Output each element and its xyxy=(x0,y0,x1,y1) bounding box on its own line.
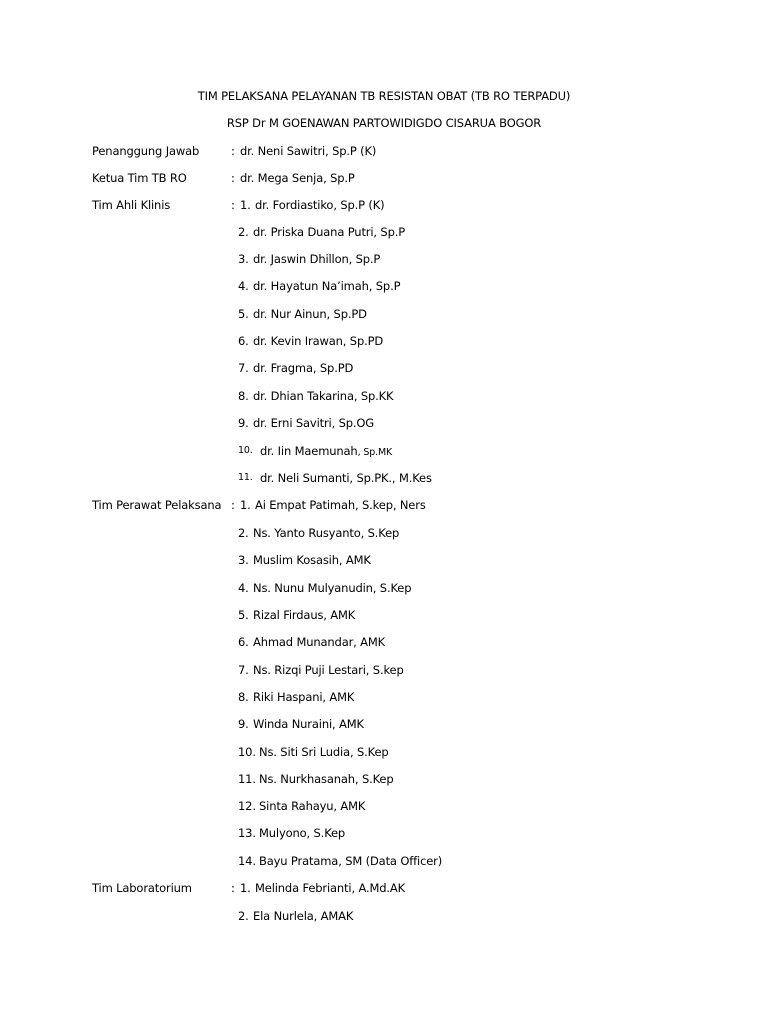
list-item xyxy=(0,689,768,705)
member-number: 2. xyxy=(238,225,249,239)
document-title: TIM PELAKSANA PELAYANAN TB RESISTAN OBAT (TB RO TERPADU) xyxy=(197,89,571,103)
member-name: Ns. Nurkhasanah, S.Kep xyxy=(259,772,394,786)
member-number: 1. xyxy=(240,198,251,212)
member-name: dr. Hayatun Na’imah, Sp.P xyxy=(253,279,401,293)
list-item xyxy=(0,634,768,650)
list-item xyxy=(0,415,768,431)
member-name: Winda Nuraini, AMK xyxy=(253,717,364,731)
member-name: dr. Neli Sumanti, Sp.PK., M.Kes xyxy=(260,471,432,485)
member-number: 4. xyxy=(238,279,249,293)
member-name: dr. Fordiastiko, Sp.P (K) xyxy=(255,198,385,212)
member-number: 7. xyxy=(238,361,249,375)
ketua-tim-value: dr. Mega Senja, Sp.P xyxy=(240,171,355,185)
member-name: Ns. Nunu Mulyanudin, S.Kep xyxy=(253,581,412,595)
member-number: 11. xyxy=(238,772,256,786)
member-number: 8. xyxy=(238,389,249,403)
list-item xyxy=(0,744,768,760)
member-number: 2. xyxy=(238,909,249,923)
list-item xyxy=(0,278,768,294)
tim-laboratorium-label: Tim Laboratorium xyxy=(92,881,192,895)
list-item xyxy=(0,388,768,404)
member-number: 6. xyxy=(238,635,249,649)
list-item xyxy=(0,716,768,732)
member-name: Mulyono, S.Kep xyxy=(259,826,346,840)
list-item xyxy=(0,853,768,869)
list-item xyxy=(0,825,768,841)
member-number: 1. xyxy=(240,498,251,512)
member-name: Sinta Rahayu, AMK xyxy=(259,799,366,813)
member-name: Bayu Pratama, SM (Data Officer) xyxy=(259,854,443,868)
member-name: Rizal Firdaus, AMK xyxy=(253,608,356,622)
member-name: dr. Dhian Takarina, Sp.KK xyxy=(253,389,394,403)
member-name: Ns. Yanto Rusyanto, S.Kep xyxy=(253,526,400,540)
member-number: 10. xyxy=(238,745,256,759)
member-name: Ai Empat Patimah, S.kep, Ners xyxy=(255,498,426,512)
member-number: 12. xyxy=(238,799,256,813)
member-number: 8. xyxy=(238,690,249,704)
member-number: 7. xyxy=(238,663,249,677)
member-name: dr. Priska Duana Putri, Sp.P xyxy=(253,225,406,239)
list-item xyxy=(0,360,768,376)
list-item xyxy=(0,251,768,267)
member-name: Riki Haspani, AMK xyxy=(253,690,355,704)
tim-perawat-label: Tim Perawat Pelaksana xyxy=(92,498,222,512)
list-item xyxy=(0,798,768,814)
member-number: 14. xyxy=(238,854,256,868)
tim-laboratorium-row xyxy=(0,880,768,896)
colon: : xyxy=(231,171,235,185)
list-item xyxy=(0,607,768,623)
member-name: Melinda Febrianti, A.Md.AK xyxy=(255,881,406,895)
tim-ahli-klinis-label: Tim Ahli Klinis xyxy=(92,198,171,212)
member-number: 11. xyxy=(238,472,253,483)
member-name: Ela Nurlela, AMAK xyxy=(253,909,354,923)
member-number: 9. xyxy=(238,717,249,731)
penanggung-jawab-row xyxy=(0,143,768,159)
colon: : xyxy=(231,144,235,158)
list-item xyxy=(0,908,768,924)
member-name-wrapper xyxy=(260,443,392,461)
member-number: 4. xyxy=(238,581,249,595)
colon: : xyxy=(231,881,235,895)
member-name: Ns. Rizqi Puji Lestari, S.kep xyxy=(253,663,404,677)
member-number: 3. xyxy=(238,252,249,266)
penanggung-jawab-label: Penanggung Jawab xyxy=(92,144,200,158)
tim-ahli-klinis-row xyxy=(0,197,768,213)
list-item xyxy=(0,771,768,787)
list-item xyxy=(0,333,768,349)
member-name-suffix: , Sp.MK xyxy=(357,447,393,458)
list-item xyxy=(0,306,768,322)
member-name: dr. Kevin Irawan, Sp.PD xyxy=(253,334,384,348)
member-name: dr. Nur Ainun, Sp.PD xyxy=(253,307,367,321)
member-name: dr. Erni Savitri, Sp.OG xyxy=(253,416,375,430)
member-number: 10. xyxy=(238,445,253,456)
ketua-tim-row xyxy=(0,170,768,186)
tim-perawat-row xyxy=(0,497,768,513)
member-name: dr. Fragma, Sp.PD xyxy=(253,361,354,375)
list-item xyxy=(0,580,768,596)
ketua-tim-label: Ketua Tim TB RO xyxy=(92,171,187,185)
member-number: 3. xyxy=(238,553,249,567)
member-name: Ns. Siti Sri Ludia, S.Kep xyxy=(259,745,389,759)
member-number: 13. xyxy=(238,826,256,840)
penanggung-jawab-value: dr. Neni Sawitri, Sp.P (K) xyxy=(240,144,377,158)
member-number: 2. xyxy=(238,526,249,540)
list-item xyxy=(0,443,768,459)
colon: : xyxy=(231,198,235,212)
list-item xyxy=(0,224,768,240)
document-subtitle: RSP Dr M GOENAWAN PARTOWIDIGDO CISARUA BOGOR xyxy=(226,116,542,130)
member-name: dr. Iin Maemunah xyxy=(260,444,358,458)
member-number: 1. xyxy=(240,881,251,895)
list-item xyxy=(0,525,768,541)
member-number: 6. xyxy=(238,334,249,348)
list-item xyxy=(0,470,768,486)
list-item xyxy=(0,552,768,568)
member-number: 5. xyxy=(238,307,249,321)
member-name: Ahmad Munandar, AMK xyxy=(253,635,386,649)
member-name: dr. Jaswin Dhillon, Sp.P xyxy=(253,252,381,266)
colon: : xyxy=(231,498,235,512)
member-number: 5. xyxy=(238,608,249,622)
list-item xyxy=(0,662,768,678)
member-name: Muslim Kosasih, AMK xyxy=(253,553,371,567)
member-number: 9. xyxy=(238,416,249,430)
